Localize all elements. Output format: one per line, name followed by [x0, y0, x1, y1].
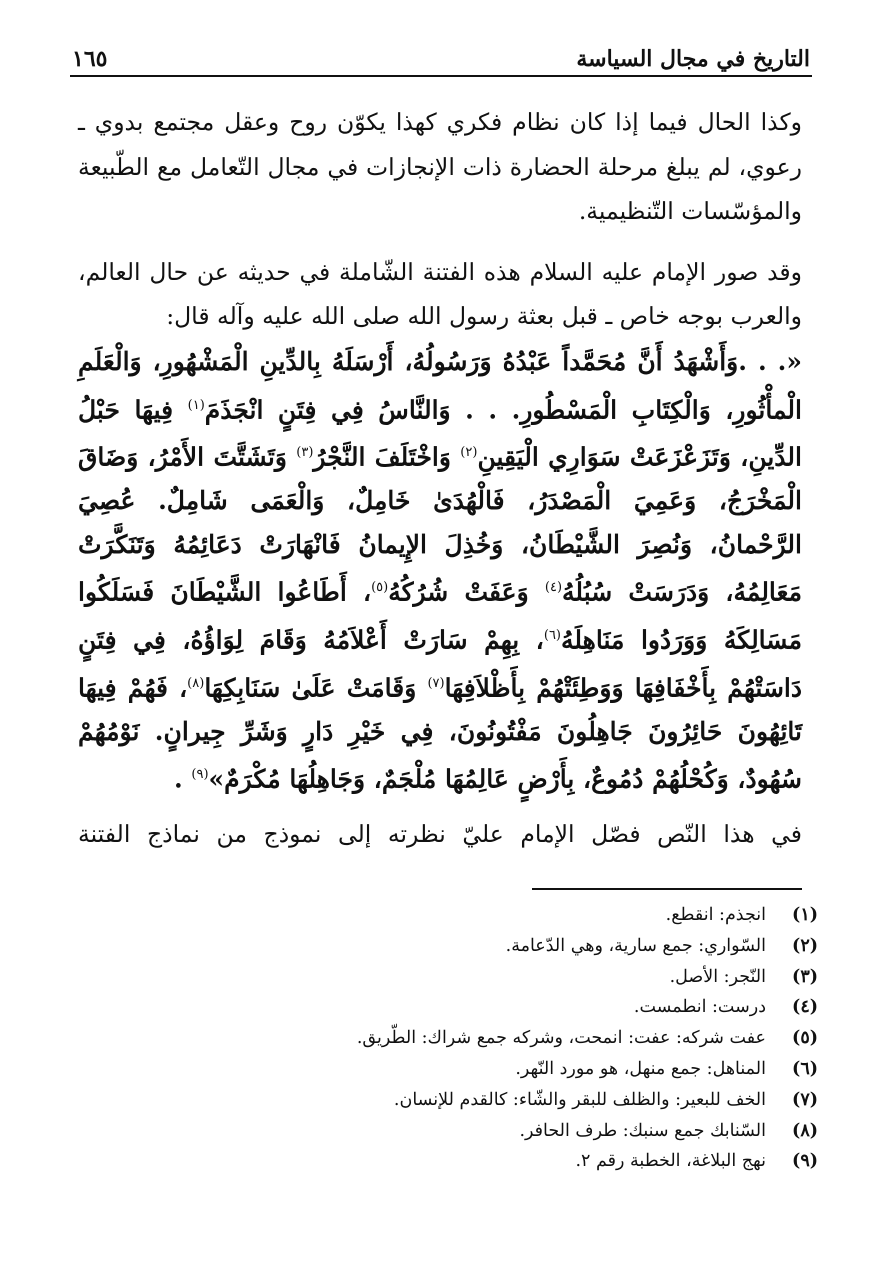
quote-segment: وَعَفَتْ شُرُكُهُ: [388, 577, 545, 607]
quote-segment: وَاخْتَلَفَ النَّجْرُ: [313, 442, 461, 472]
footnote-item: [120, 1054, 818, 1085]
footnote-text: الخف للبعير: والظلف للبقر والشّاء: كالقدم للإنسان.: [393, 1089, 766, 1110]
footnote-number: (٧): [792, 1089, 818, 1110]
footnotes: [120, 900, 818, 1177]
footnote-number: (٢): [792, 935, 818, 956]
quote-segment: ، بِهِمْ سَارَتْ أَعْلاَمُهُ وَقَامَ لِوَاؤُهُ، فِي فِتَنٍ دَاسَتْهُمْ بِأَخْفَافِهَا وَوَطِئَتْهُمْ بِأَظْلاَفِهَا: [78, 625, 802, 703]
footnote-number: (٦): [792, 1058, 818, 1079]
footnote-ref-2: (٢): [460, 445, 478, 461]
footnote-item: [120, 962, 818, 993]
footnote-number: (٥): [792, 1028, 818, 1049]
quote-segment: وَقَامَتْ عَلَىٰ سَنَابِكِهَا: [204, 673, 428, 703]
footnote-ref-6: (٦): [543, 627, 561, 643]
footnote-text: عفت شركه: عفت: انمحت، وشركه جمع شراك: الطّريق.: [356, 1028, 766, 1049]
paragraph-3: في هذا النّص فصّل الإمام عليّ نظرته إلى نموذج من نماذج الفتنة: [78, 820, 802, 848]
footnote-ref-4: (٤): [544, 580, 563, 596]
quote-segment: «. . .وَأَشْهَدُ أَنَّ مُحَمَّداً عَبْدُهُ وَرَسُولُهُ، أَرْسَلَهُ بِالدِّينِ الْمَشْهُورِ، وَالْعَلَمِ الْمأْثُورِ، وَالْكِتَابِ الْمَسْطُورِ. . . وَالنَّاسُ فِي فِتَنٍ انْجَذَمَ: [78, 347, 802, 424]
footnote-number: (١): [792, 905, 818, 925]
footnote-text: السّواري: جمع سارية، وهي الدّعامة.: [505, 935, 766, 956]
quote-segment: وَتَشَتَّتَ الأَمْرُ، وَضَاقَ الْمَخْرَجُ، وَعَمِيَ الْمَصْدَرُ، فَالْهُدَىٰ خَامِلٌ، وَالْعَمَى شَامِلٌ. عُصِيَ الرَّحْمانُ، وَنُصِرَ الشَّيْطَانُ، وَخُذِلَ الإِيمانُ فَانْهَارَتْ دَعَائِمُهُ وَتَنَكَّرَتْ مَعَالِمُهُ، وَدَرَسَتْ سُبُلُهُ: [78, 442, 803, 607]
footnote-item: [120, 1146, 818, 1177]
footnote-ref-1: (١): [187, 397, 205, 413]
footnote-text: المناهل: جمع منهل، هو مورد النّهر.: [515, 1058, 766, 1079]
footnote-item: [120, 900, 818, 931]
sermon-quote: [78, 340, 802, 801]
quote-segment: فِيهَا حَبْلُ الدِّينِ، وَتَزَعْزَعَتْ سَوَارِي الْيَقِينِ: [78, 394, 802, 472]
footnote-item: [120, 1023, 818, 1054]
footnote-text: السّنابك جمع سنبك: طرف الحافر.: [519, 1120, 766, 1141]
footnote-ref-9: (٩): [191, 767, 209, 783]
page-number: ١٦٥: [72, 46, 108, 72]
paragraph-1: وكذا الحال فيما إذا كان نظام فكري كهذا يكوّن روح وعقل مجتمع بدوي ـ رعوي، لم يبلغ مرحلة الحضارة ذات الإنجازات في مجال التّعامل مع الطّبيعة والمؤسّسات التّنظيمية.: [78, 108, 802, 225]
footnote-text: درست: انطمست.: [633, 997, 766, 1018]
footnote-text: نهج البلاغة، الخطبة رقم ٢.: [575, 1151, 766, 1172]
quote-segment: ، فَهُمْ فِيهَا تَائِهُونَ حَائِرُونَ جَاهِلُونَ مَفْتُونُونَ، فِي خَيْرِ دَارٍ وَشَرِّ جِيرانٍ. نَوْمُهُمْ سُهُودٌ، وَكُحْلُهُمْ دُمُوعٌ، بِأَرْضٍ عَالِمُهَا مُلْجَمٌ، وَجَاهِلُهَا مُكْرَمٌ»: [78, 673, 802, 794]
quote-segment: .: [173, 764, 192, 794]
footnote-rule: [532, 888, 802, 890]
footnote-ref-3: (٣): [296, 445, 314, 461]
quote-segment: ، أَطَاعُوا الشَّيْطَانَ فَسَلَكُوا مَسَالِكَهُ وَوَرَدُوا مَنَاهِلَهُ: [78, 577, 802, 655]
footnote-number: (٨): [792, 1120, 818, 1141]
footnote-text: انجذم: انقطع.: [665, 905, 766, 925]
footnote-item: [120, 1116, 818, 1147]
footnote-item: [120, 1085, 818, 1116]
running-head: [72, 28, 810, 72]
footnote-ref-5: (٥): [371, 580, 389, 596]
header-rule: [70, 75, 812, 77]
footnote-number: (٩): [792, 1151, 818, 1172]
paragraph-2: وقد صور الإمام عليه السلام هذه الفتنة الشّاملة في حديثه عن حال العالم، والعرب بوجه خاص ـ قبل بعثة رسول الله صلى الله عليه وآله قال:: [78, 257, 802, 330]
footnote-item: [120, 931, 818, 962]
footnote-number: (٣): [792, 966, 818, 987]
footnote-ref-7: (٧): [427, 675, 445, 691]
footnote-ref-8: (٨): [187, 675, 205, 691]
footnote-item: [120, 992, 818, 1023]
footnote-text: النّجر: الأصل.: [669, 966, 766, 987]
body-text: [78, 100, 802, 353]
running-title: التاريخ في مجال السياسة: [576, 46, 810, 72]
footnote-number: (٤): [792, 997, 818, 1018]
